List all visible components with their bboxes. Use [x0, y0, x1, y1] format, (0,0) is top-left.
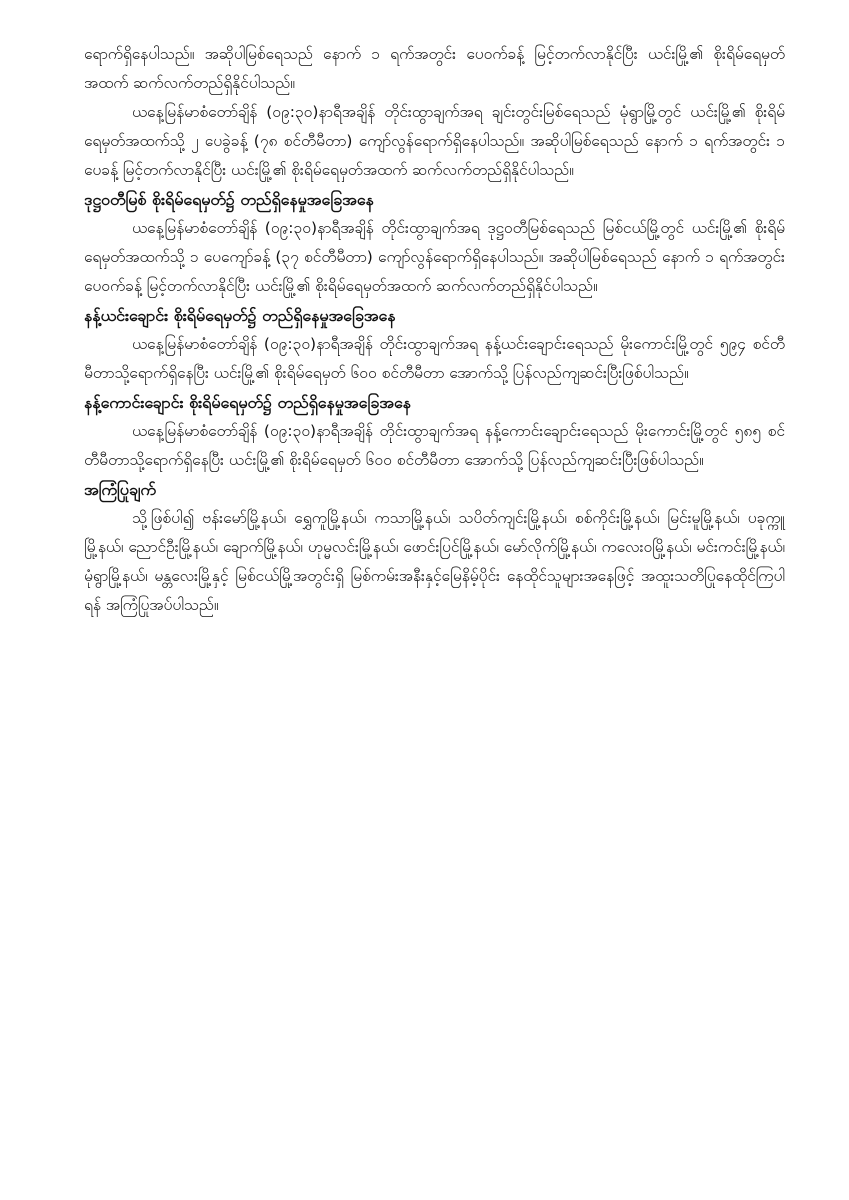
paragraph-chindwin-monywa: ယနေ့မြန်မာစံတော်ချိန် (၀၉:၃၀)နာရီအချိန် တိုင်းထွာချက်အရ ချင်းတွင်းမြစ်ရေသည် မုံရွာမြို့တွင် ယင်းမြို့၏ စိုးရိမ်ရေမှတ်အထက်သို့ ၂ ပေခွဲခန့် (၇၈ စင်တီမီတာ) ကျော်လွန်ရောက်ရှိနေပါသည်။ အဆိုပါမြစ်ရေသည် နောက် ၁ ရက်အတွင်း ၁ ပေခန့် မြင့်တက်လာနိုင်ပြီး ယင်းမြို့၏ စိုးရိမ်ရေမှတ်အထက် ဆက်လက်တည်ရှိနိုင်ပါသည်။ [84, 103, 785, 179]
heading-nankaung-creek: နန့်ကောင်းချောင်း စိုးရိမ်ရေမှတ်၌ တည်ရှိနေမှုအခြေအနေ [84, 393, 411, 412]
paragraph-nanyin-mogaung: ယနေ့မြန်မာစံတော်ချိန် (၀၉:၃၀)နာရီအချိန် တိုင်းထွာချက်အရ နန့်ယင်းချောင်းရေသည် မိုးကောင်းမြို့တွင် ၅၉၄ စင်တီမီတာသို့ရောက်ရှိနေပြီး ယင်းမြို့၏ စိုးရိမ်ရေမှတ် ၆၀၀ စင်တီမီတာ အောက်သို့ ပြန်လည်ကျဆင်းပြီးဖြစ်ပါသည်။ [84, 335, 785, 382]
paragraph-nankaung-mogaung: ယနေ့မြန်မာစံတော်ချိန် (၀၉:၃၀)နာရီအချိန် တိုင်းထွာချက်အရ နန့်ကောင်းချောင်းရေသည် မိုးကောင်းမြို့တွင် ၅၈၅ စင်တီမီတာသို့ရောက်ရှိနေပြီး ယင်းမြို့၏ စိုးရိမ်ရေမှတ် ၆၀၀ စင်တီမီတာ အောက်သို့ ပြန်လည်ကျဆင်းပြီးဖြစ်ပါသည်။ [84, 422, 785, 469]
heading-recommendation: အကြံပြုချက် [84, 480, 157, 499]
paragraph-dokhtawaddy-myitnge: ယနေ့မြန်မာစံတော်ချိန် (၀၉:၃၀)နာရီအချိန် တိုင်းထွာချက်အရ ဒုဋ္ဌဝတီမြစ်ရေသည် မြစ်ငယ်မြို့တွင် ယင်းမြို့၏ စိုးရိမ်ရေမှတ်အထက်သို့ ၁ ပေကျော်ခန့် (၃၇ စင်တီမီတာ) ကျော်လွန်ရောက်ရှိနေပါသည်။ အဆိုပါမြစ်ရေသည် နောက် ၁ ရက်အတွင်း ပေ၀က်ခန့် မြင့်တက်လာနိုင်ပြီး ယင်းမြို့၏ စိုးရိမ်ရေမှတ်အထက် ဆက်လက်တည်ရှိနိုင်ပါသည်။ [84, 219, 785, 295]
paragraph-recommendation: သို့ဖြစ်ပါ၍ ဗန်းမော်မြို့နယ်၊ ရွှေကူမြို့နယ်၊ ကသာမြို့နယ်၊ သပိတ်ကျင်းမြို့နယ်၊ စစ်ကိုင်းမြို့နယ်၊ မြင်းမူမြို့နယ်၊ ပခုက္ကူမြို့နယ်၊ ညောင်ဦးမြို့နယ်၊ ချောက်မြို့နယ်၊ ဟုမ္မလင်းမြို့နယ်၊ ဖောင်းပြင်မြို့နယ်၊ မော်လိုက်မြို့နယ်၊ ကလေးဝမြို့နယ်၊ မင်းကင်းမြို့နယ်၊ မုံရွာမြို့နယ်၊ မန္တလေးမြို့နှင့် မြစ်ငယ်မြို့အတွင်းရှိ မြစ်ကမ်းအနီးနှင့်မြေနိမ့်ပိုင်း နေထိုင်သူများအနေဖြင့် အထူးသတိပြုနေထိုင်ကြပါရန် အကြံပြုအပ်ပါသည်။ [84, 509, 785, 614]
paragraph-intro-continuation: ရောက်ရှိနေပါသည်။ အဆိုပါမြစ်ရေသည် နောက် ၁ ရက်အတွင်း ပေ၀က်ခန့် မြင့်တက်လာနိုင်ပြီး ယင်းမြို့၏ စိုးရိမ်ရေမှတ်အထက် ဆက်လက်တည်ရှိနိုင်ပါသည်။ [84, 45, 785, 92]
heading-nanyin-creek: နန့်ယင်းချောင်း စိုးရိမ်ရေမှတ်၌ တည်ရှိနေမှုအခြေအနေ [84, 306, 396, 325]
heading-dokhtawaddy-river: ဒုဋ္ဌဝတီမြစ် စိုးရိမ်ရေမှတ်၌ တည်ရှိနေမှုအခြေအနေ [84, 190, 374, 209]
